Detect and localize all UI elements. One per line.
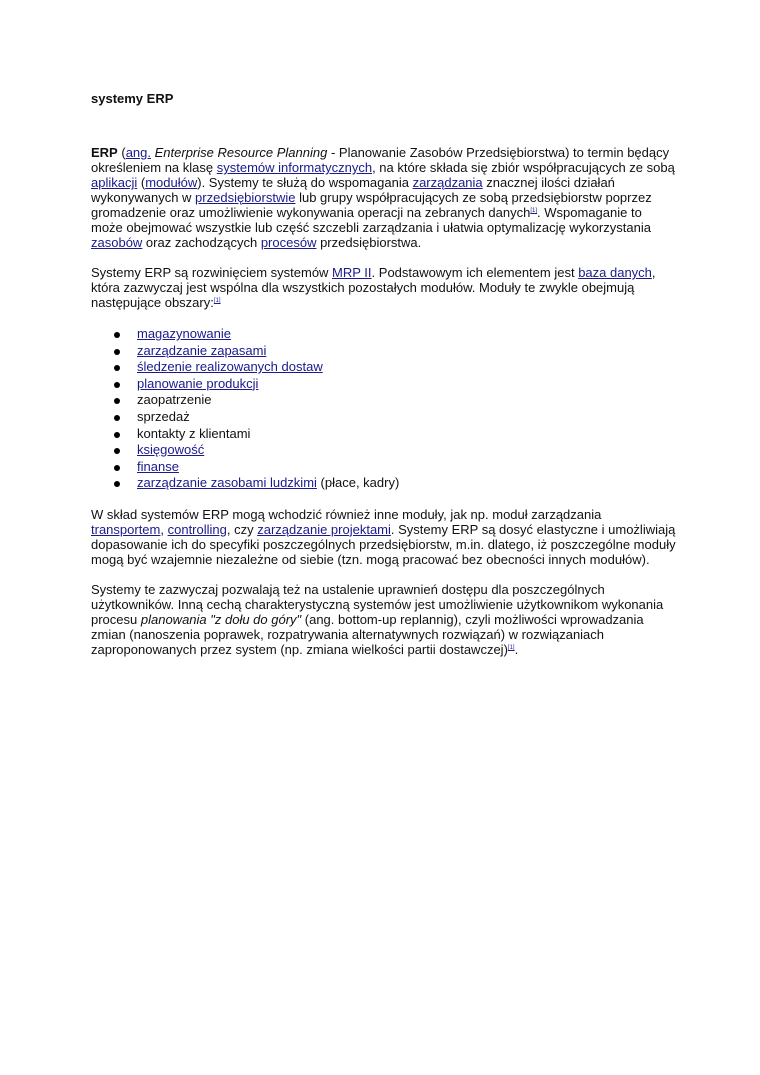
modules-list: [91, 326, 676, 492]
text-span: oraz zachodzących: [142, 235, 261, 250]
item-sprzedaz: sprzedaż: [137, 408, 190, 424]
text-span: , czy: [226, 521, 258, 537]
item-suffix: (płace, kadry): [316, 475, 400, 491]
bullet-icon: [114, 415, 120, 421]
text-span: . Systemy ERP są dosyć elastyczne i umożliwiają dopasowanie ich do specyfiki poszczególnych przedsiębiorstw, m.in. dlatego, iż poszczególne moduły mogą być wzajemnie niezależne od siebie (tzn. mogą pracować bez obecności innych modułów).: [91, 521, 676, 567]
link-zasoby-ludzkie[interactable]: zarządzanie zasobami ludzkimi: [137, 475, 317, 491]
text-span: . Podstawowym ich elementem jest: [371, 265, 579, 280]
link-mrp-ii[interactable]: MRP II: [332, 265, 372, 280]
link-finanse[interactable]: finanse: [137, 458, 179, 474]
text-span: .: [514, 641, 519, 657]
text-span: - Planowanie Zasobów Przedsiębiorstwa) to termin będący określeniem na klasę: [91, 145, 670, 175]
list-item: [91, 343, 676, 360]
document-page: [91, 90, 676, 657]
bullet-icon: [114, 448, 120, 454]
text-span: (: [137, 175, 146, 190]
list-item: [91, 459, 676, 476]
bullet-icon: [114, 382, 120, 388]
bullet-icon: [114, 398, 120, 404]
bullet-icon: [114, 432, 120, 438]
link-modulow[interactable]: modułów: [145, 175, 198, 190]
text-span: ). Systemy te służą do wspomagania: [197, 175, 413, 190]
link-ang[interactable]: ang.: [125, 145, 151, 160]
link-ksiegowosc[interactable]: księgowość: [137, 442, 205, 458]
link-aplikacji[interactable]: aplikacji: [91, 175, 138, 190]
item-kontakty: kontakty z klientami: [137, 425, 251, 441]
link-baza-danych[interactable]: baza danych: [578, 265, 652, 280]
text-span: , która zazwyczaj jest wspólna dla wszystkich pozostałych modułów. Moduły te zwykle obejmują następujące obszary:: [91, 265, 656, 310]
list-item: [91, 376, 676, 393]
footnote-ref[interactable]: [1]: [213, 298, 221, 304]
text-span: , na które składa się zbiór współpracujących ze sobą: [372, 160, 675, 175]
list-item: [91, 475, 676, 492]
text-span: ,: [160, 521, 168, 537]
erp-term: ERP: [91, 145, 118, 160]
link-zasobow[interactable]: zasobów: [91, 235, 143, 250]
paragraph-modules: [91, 265, 676, 310]
text-span: Systemy te zazwyczaj pozwalają też na ustalenie uprawnień dostępu dla poszczególnych użytkowników. Inną cechą charakterystyczną systemów jest umożliwienie użytkownikom wykonania procesu: [91, 581, 664, 627]
text-span: przedsiębiorstwa.: [316, 235, 422, 250]
bullet-icon: [114, 481, 120, 487]
bullet-icon: [114, 332, 120, 338]
italic-term: planowania "z dołu do góry": [140, 611, 302, 627]
list-item: [91, 409, 676, 426]
list-item: [91, 392, 676, 409]
link-transportem[interactable]: transportem: [91, 521, 161, 537]
link-przedsiebiorstwie[interactable]: przedsiębiorstwie: [195, 190, 296, 205]
bullet-icon: [114, 365, 120, 371]
bullet-icon: [114, 465, 120, 471]
link-procesow[interactable]: procesów: [260, 235, 317, 250]
footnote-ref[interactable]: [1]: [507, 644, 515, 651]
link-sledzenie-dostaw[interactable]: śledzenie realizowanych dostaw: [137, 359, 323, 375]
paragraph-permissions: [91, 582, 676, 657]
link-zarzadzanie-zapasami[interactable]: zarządzanie zapasami: [137, 342, 267, 358]
list-item: [91, 442, 676, 459]
link-zarzadzanie-projektami[interactable]: zarządzanie projektami: [257, 521, 391, 537]
link-zarzadzania[interactable]: zarządzania: [412, 175, 483, 190]
document-title: systemy ERP: [91, 91, 174, 106]
link-systemy-informatyczne[interactable]: systemów informatycznych: [216, 160, 373, 175]
link-planowanie-produkcji[interactable]: planowanie produkcji: [137, 375, 259, 391]
text-span: Systemy ERP są rozwinięciem systemów: [91, 265, 333, 280]
text-span: (: [117, 145, 126, 160]
item-zaopatrzenie: zaopatrzenie: [137, 392, 212, 408]
erp-fullname: Enterprise Resource Planning: [154, 145, 328, 160]
footnote-ref[interactable]: [1]: [530, 208, 538, 214]
text-span: W skład systemów ERP mogą wchodzić również inne moduły, jak np. moduł zarządzania: [91, 506, 602, 522]
paragraph-other-modules: [91, 507, 676, 567]
link-controlling[interactable]: controlling: [167, 521, 227, 537]
paragraph-intro: [91, 145, 676, 250]
list-item: [91, 326, 676, 343]
link-magazynowanie[interactable]: magazynowanie: [137, 326, 231, 341]
text-span: lub grupy współpracujących ze sobą przedsiębiorstw poprzez gromadzenie oraz umożliwienie wykonywania operacji na zebranych danych: [91, 190, 652, 220]
bullet-icon: [114, 349, 120, 355]
list-item: [91, 359, 676, 376]
list-item: [91, 426, 676, 443]
text-span: znacznej ilości działań wykonywanych w: [91, 175, 615, 205]
text-span: . Wspomaganie to może obejmować wszystkie lub część szczebli zarządzania i ułatwia optymalizację wykorzystania: [91, 205, 651, 235]
text-span: (ang. bottom-up replannig), czyli możliwości wprowadzania zmian (nanoszenia poprawek, rozpatrywania alternatywnych rozwiązań) w rozwiązaniach zaproponowanych przez system (np. zmiana wielkości partii dostawczej): [91, 611, 644, 657]
